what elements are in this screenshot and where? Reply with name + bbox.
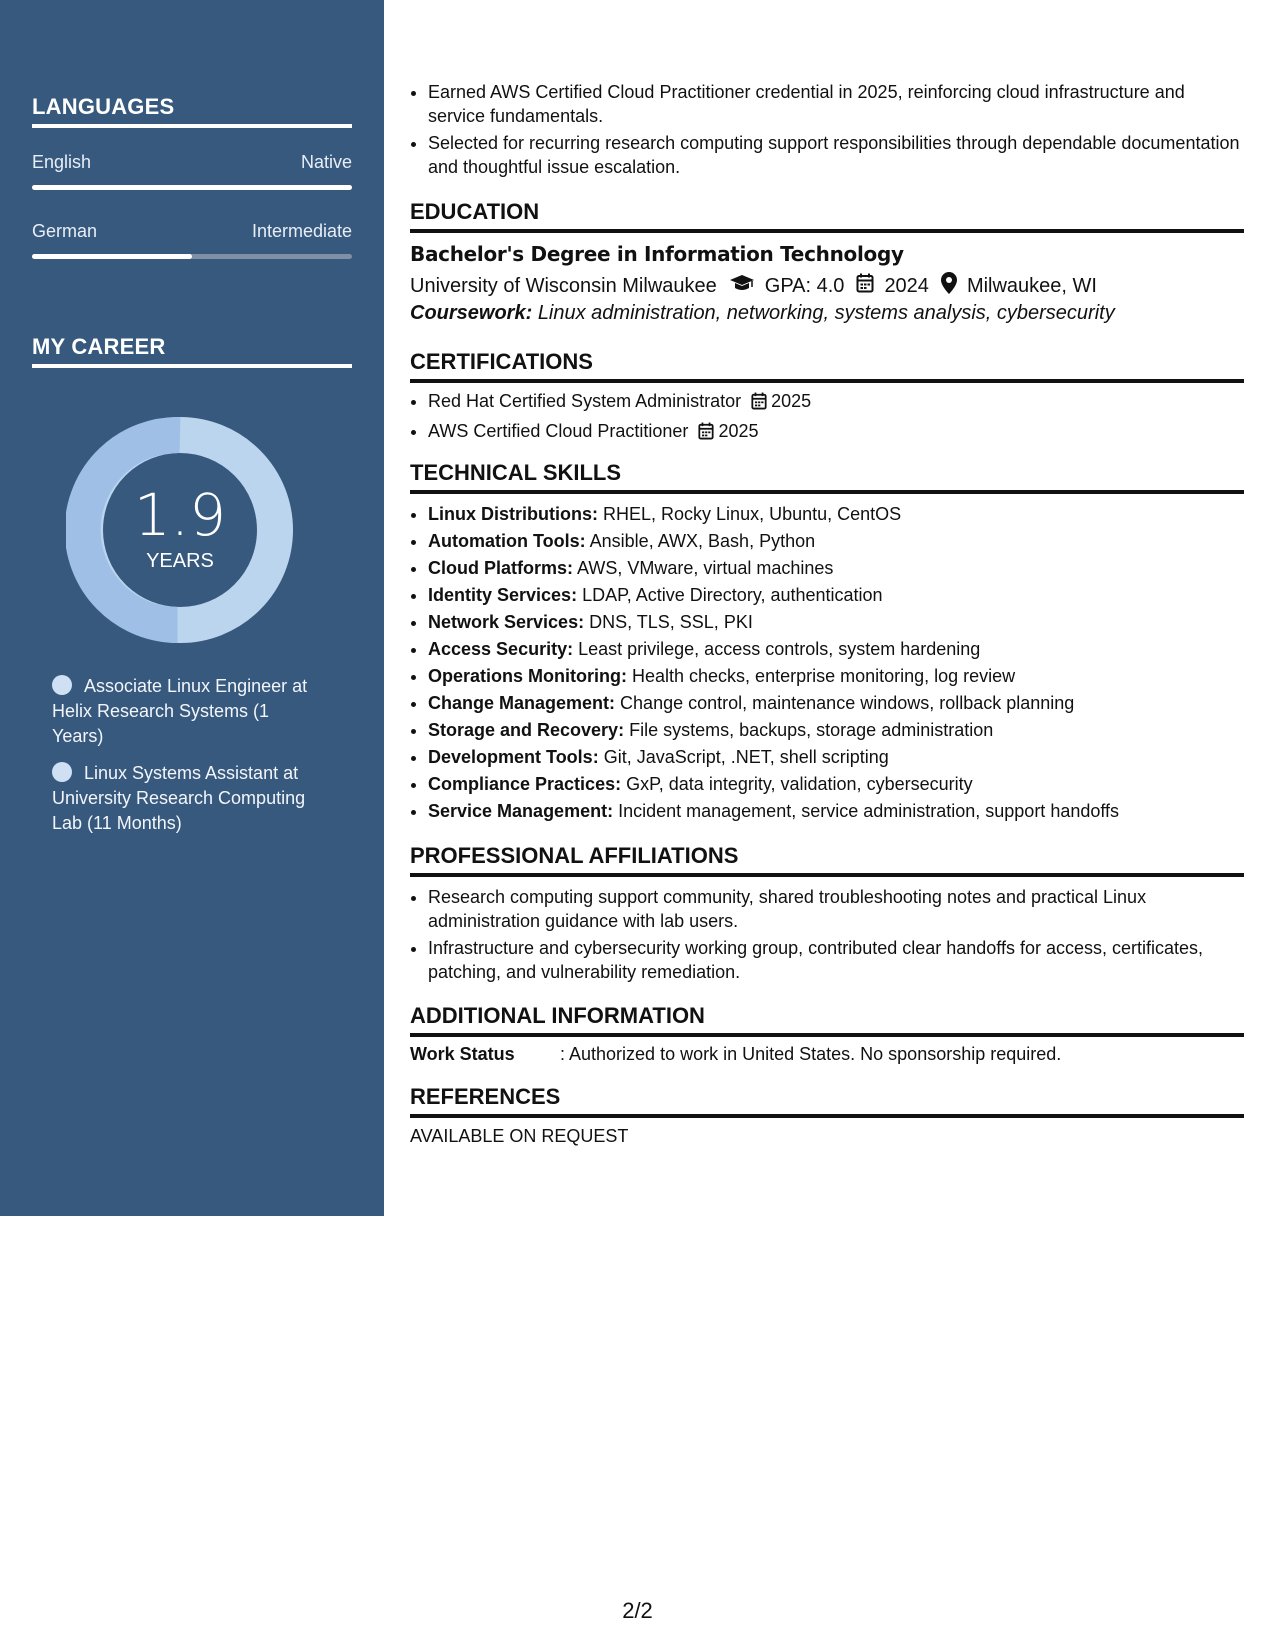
skill-value: GxP, data integrity, validation, cybersecurity bbox=[626, 774, 973, 794]
skill-value: RHEL, Rocky Linux, Ubuntu, CentOS bbox=[603, 504, 902, 524]
affiliations-list bbox=[410, 885, 1244, 987]
skill-label: Cloud Platforms: bbox=[428, 558, 574, 578]
skill-label: Development Tools: bbox=[428, 747, 599, 767]
career-item-text: Linux Systems Assistant at University Research Computing Lab (11 Months) bbox=[52, 763, 306, 833]
career-donut bbox=[66, 416, 294, 644]
work-status-value: : Authorized to work in United States. No sponsorship required. bbox=[560, 1044, 1062, 1064]
skill-label: Access Security: bbox=[428, 639, 574, 659]
education-school: University of Wisconsin Milwaukee bbox=[410, 274, 717, 297]
work-status-label: Work Status bbox=[410, 1044, 515, 1064]
language-proficiency-fill bbox=[32, 185, 352, 190]
language-item bbox=[32, 152, 352, 190]
list-item: • Infrastructure and cybersecurity working group, contributed clear handoffs for access, certificates, patching, and vulnerability remediation. bbox=[428, 936, 1244, 984]
skill-item bbox=[428, 799, 1244, 823]
education-degree: Bachelor's Degree in Information Technology bbox=[410, 242, 904, 266]
list-item: • Earned AWS Certified Cloud Practitioner credential in 2025, reinforcing cloud infrastructure and service fundamentals. bbox=[428, 80, 1244, 128]
skill-item bbox=[428, 772, 1244, 796]
skill-value: Incident management, service administration, support handoffs bbox=[618, 801, 1120, 821]
career-years-unit: YEARS bbox=[146, 550, 214, 572]
coursework-label: Coursework: bbox=[410, 302, 533, 324]
language-name: English bbox=[32, 152, 92, 172]
skill-value: AWS, VMware, virtual machines bbox=[577, 558, 834, 578]
skill-value: Change control, maintenance windows, rollback planning bbox=[620, 693, 1075, 713]
affiliations-heading: PROFESSIONAL AFFILIATIONS bbox=[410, 843, 1244, 877]
calendar-icon bbox=[856, 273, 874, 299]
skill-item bbox=[428, 556, 1244, 580]
career-item bbox=[32, 674, 322, 749]
language-proficiency-bar bbox=[32, 254, 352, 259]
skill-value: Health checks, enterprise monitoring, log review bbox=[632, 666, 1016, 686]
education-year: 2024 bbox=[884, 274, 929, 297]
career-item bbox=[32, 761, 322, 836]
skill-label: Service Management: bbox=[428, 801, 614, 821]
skill-item bbox=[428, 637, 1244, 661]
skill-value: Git, JavaScript, .NET, shell scripting bbox=[603, 747, 889, 767]
skills-list bbox=[410, 502, 1244, 826]
certification-name: AWS Certified Cloud Practitioner bbox=[428, 421, 689, 441]
skill-item bbox=[428, 529, 1244, 553]
certification-item bbox=[428, 389, 1244, 416]
skill-value: DNS, TLS, SSL, PKI bbox=[589, 612, 753, 632]
list-item: • Research computing support community, shared troubleshooting notes and practical Linux administration guidance with lab users. bbox=[428, 885, 1244, 933]
bullet-dot-icon bbox=[52, 762, 72, 782]
work-status-row bbox=[410, 1044, 1061, 1065]
skill-label: Automation Tools: bbox=[428, 531, 586, 551]
skills-heading: TECHNICAL SKILLS bbox=[410, 460, 1244, 494]
skill-item bbox=[428, 745, 1244, 769]
certifications-heading: CERTIFICATIONS bbox=[410, 349, 1244, 383]
skill-label: Change Management: bbox=[428, 693, 616, 713]
skill-label: Operations Monitoring: bbox=[428, 666, 627, 686]
list-item: • Selected for recurring research computing support responsibilities through dependable documentation and thoughtful issue escalation. bbox=[428, 131, 1244, 179]
career-list bbox=[32, 674, 352, 836]
location-pin-icon bbox=[941, 272, 957, 300]
skill-item bbox=[428, 610, 1244, 634]
calendar-icon bbox=[698, 422, 714, 446]
calendar-icon bbox=[751, 392, 767, 416]
skill-label: Network Services: bbox=[428, 612, 585, 632]
skill-value: File systems, backups, storage administration bbox=[629, 720, 994, 740]
language-level: Intermediate bbox=[251, 221, 352, 241]
education-heading: EDUCATION bbox=[410, 199, 1244, 233]
certification-item bbox=[428, 419, 1244, 446]
skill-item bbox=[428, 664, 1244, 688]
language-proficiency-bar bbox=[32, 185, 352, 190]
coursework-text: Linux administration, networking, systems analysis, cybersecurity bbox=[537, 302, 1115, 324]
certifications-list bbox=[410, 389, 1244, 449]
skill-item bbox=[428, 718, 1244, 742]
language-proficiency-fill bbox=[32, 254, 192, 259]
skill-value: Least privilege, access controls, system hardening bbox=[578, 639, 981, 659]
skill-label: Linux Distributions: bbox=[428, 504, 598, 524]
skill-item bbox=[428, 583, 1244, 607]
skill-value: Ansible, AWX, Bash, Python bbox=[589, 531, 816, 551]
achievements-list bbox=[410, 80, 1244, 182]
certification-year: 2025 bbox=[718, 421, 759, 441]
skill-label: Storage and Recovery: bbox=[428, 720, 625, 740]
languages-section bbox=[32, 94, 352, 128]
sidebar bbox=[0, 0, 384, 1216]
language-item bbox=[32, 221, 352, 259]
certification-year: 2025 bbox=[771, 391, 812, 411]
education-details bbox=[410, 272, 1097, 300]
education-location: Milwaukee, WI bbox=[966, 274, 1097, 297]
skill-item bbox=[428, 691, 1244, 715]
career-years-value: 1.9 bbox=[133, 481, 227, 549]
graduation-cap-icon bbox=[729, 274, 755, 298]
page-number: 2/2 bbox=[622, 1598, 653, 1623]
career-item-text: Associate Linux Engineer at Helix Research Systems (1 Years) bbox=[52, 676, 308, 746]
skill-value: LDAP, Active Directory, authentication bbox=[582, 585, 883, 605]
career-section bbox=[32, 334, 352, 368]
languages-heading: LANGUAGES bbox=[32, 94, 352, 128]
skill-item bbox=[428, 502, 1244, 526]
skill-label: Compliance Practices: bbox=[428, 774, 622, 794]
career-heading: MY CAREER bbox=[32, 334, 352, 368]
skill-label: Identity Services: bbox=[428, 585, 578, 605]
references-text: AVAILABLE ON REQUEST bbox=[410, 1126, 629, 1146]
certification-name: Red Hat Certified System Administrator bbox=[428, 391, 742, 411]
bullet-dot-icon bbox=[52, 675, 72, 695]
education-gpa: GPA: 4.0 bbox=[764, 274, 845, 297]
language-name: German bbox=[32, 221, 98, 241]
references-heading: REFERENCES bbox=[410, 1084, 1244, 1118]
additional-heading: ADDITIONAL INFORMATION bbox=[410, 1003, 1244, 1037]
education-coursework bbox=[410, 302, 1115, 325]
language-level: Native bbox=[300, 152, 352, 172]
